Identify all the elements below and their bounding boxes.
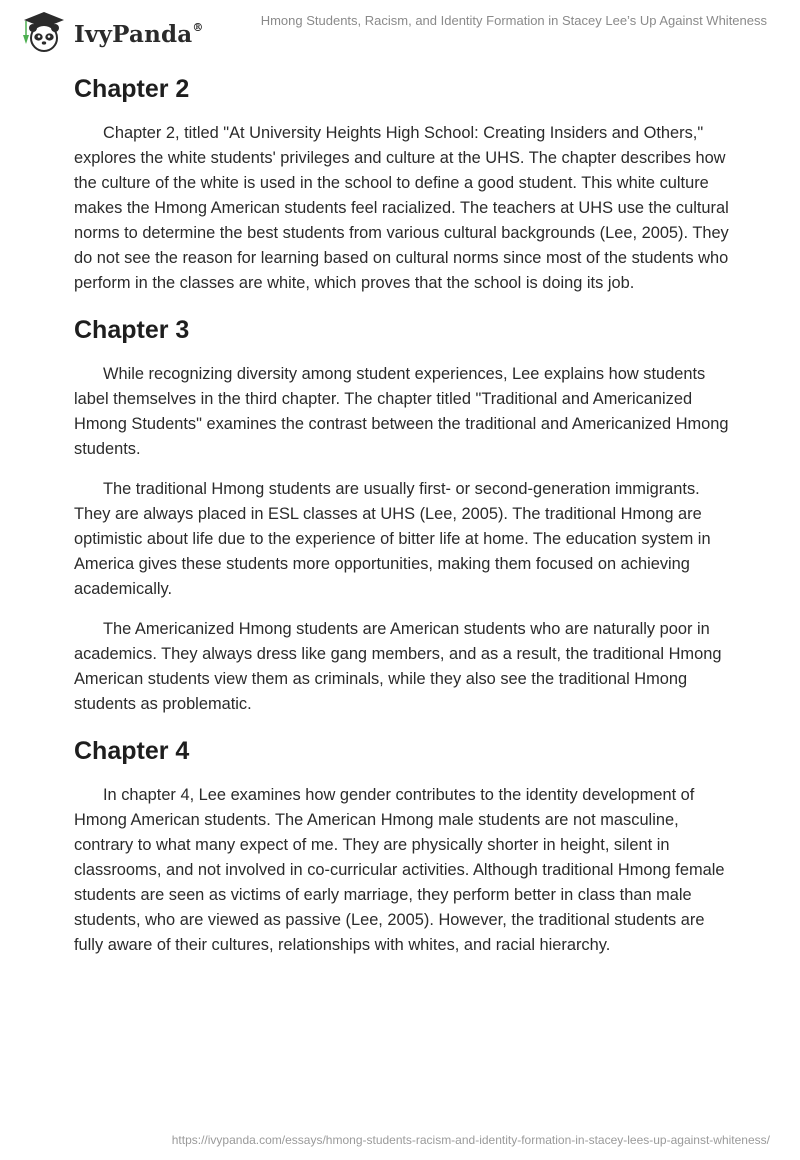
document-title: Hmong Students, Racism, and Identity Formation in Stacey Lee’s Up Against Whiteness: [260, 13, 767, 28]
source-url-link[interactable]: https://ivypanda.com/essays/hmong-students-racism-and-identity-formation-in-stacey-lees-up-against-whiteness/: [171, 1133, 770, 1147]
logo[interactable]: [14, 8, 204, 54]
paragraph: In chapter 4, Lee examines how gender contributes to the identity development of Hmong American students. The American Hmong male students are not masculine, contrary to what many expect of me. They are physically shorter in height, silent in classrooms, and not involved in co-curricular activities. Although traditional Hmong female students are seen as victims of early marriage, they perform better in class than male students, who are viewed as passive (Lee, 2005). However, the traditional students are fully aware of their cultures, relationships with whites, and racial hierarchy.: [74, 786, 725, 954]
paragraph: While recognizing diversity among student experiences, Lee explains how students label themselves in the third chapter. The chapter titled "Traditional and Americanized Hmong Students" examines the contrast between the traditional and Americanized Hmong students.: [74, 365, 729, 458]
paragraph: The traditional Hmong students are usually first- or second-generation immigrants. They are always placed in ESL classes at UHS (Lee, 2005). The traditional Hmong are optimistic about life due to the experience of bitter life at home. The education system in America gives these students more opportunities, making them focused on achieving academically.: [74, 480, 711, 598]
section-heading: Chapter 4: [74, 737, 190, 765]
panda-graduation-cap-icon: [14, 8, 72, 54]
essay-content: [74, 72, 730, 958]
section-heading: Chapter 3: [74, 316, 190, 344]
page-header: [0, 0, 800, 60]
paragraph: The Americanized Hmong students are American students who are naturally poor in academics. They always dress like gang members, and as a result, the traditional Hmong American students view them as criminals, while they also see the traditional Hmong students as problematic.: [74, 620, 722, 713]
paragraph: Chapter 2, titled "At University Heights High School: Creating Insiders and Others," explores the white students' privileges and culture at the UHS. The chapter describes how the culture of the white is used in the school to define a good student. This white culture makes the Hmong American students feel racialized. The teachers at UHS use the cultural norms to determine the best students from various cultural backgrounds (Lee, 2005). They do not see the reason for learning based on cultural norms since most of the students who perform in the classes are white, which proves that the school is doing its job.: [74, 124, 729, 292]
section-heading: Chapter 2: [74, 75, 190, 103]
logo-text: IvyPanda®: [74, 20, 204, 48]
